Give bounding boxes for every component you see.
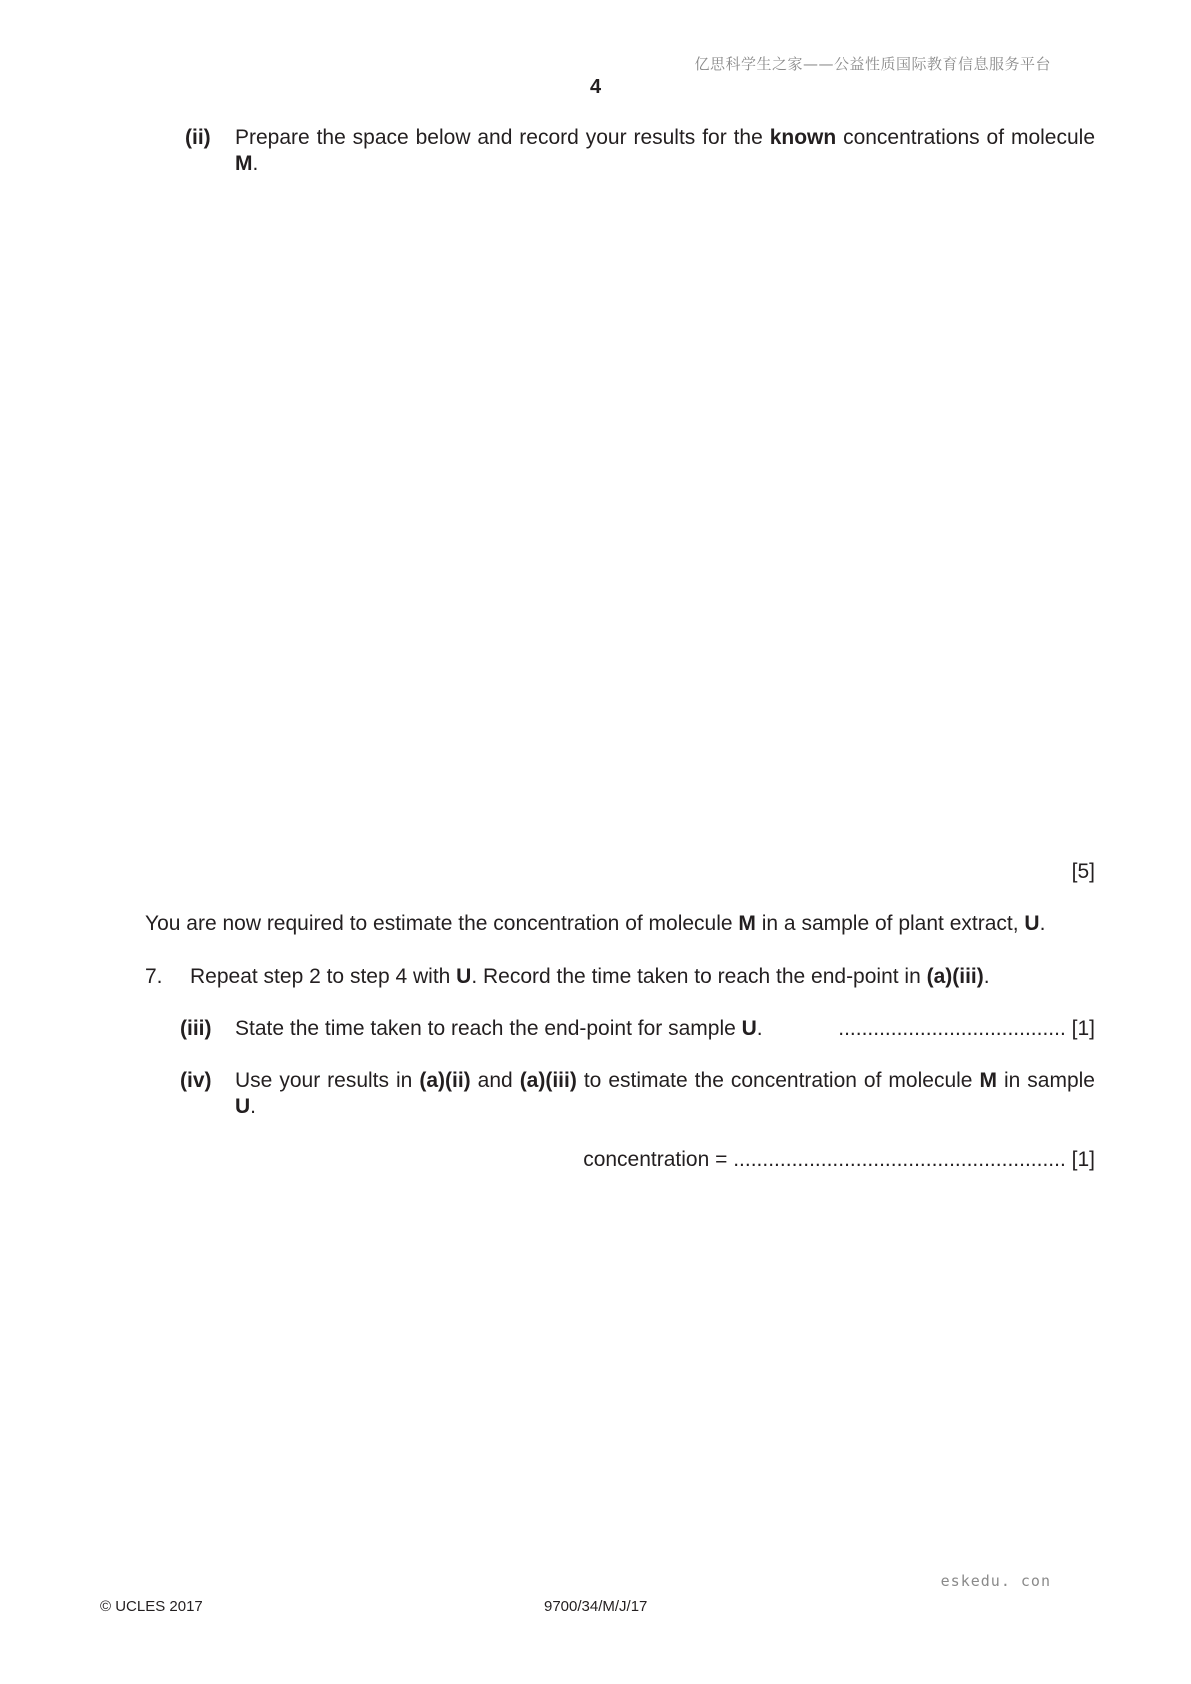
- question-text-iv: Use your results in (a)(ii) and (a)(iii) to estimate the concentration of molecule M in sample U.: [235, 1069, 1095, 1118]
- step-number-7: 7.: [145, 965, 163, 988]
- marks-ii: [5]: [1071, 860, 1095, 883]
- answer-label-iv: concentration =: [583, 1148, 734, 1171]
- answer-dots-iv[interactable]: .........................................................: [733, 1148, 1066, 1171]
- answer-line-iii[interactable]: [838, 1016, 1095, 1042]
- footer-watermark: eskedu. con: [940, 1572, 1051, 1590]
- marks-iv: [1]: [1071, 1148, 1095, 1171]
- watermark-text: 亿思科学生之家——公益性质国际教育信息服务平台: [694, 55, 1051, 73]
- page-number: 4: [589, 76, 602, 98]
- intro-text: You are now required to estimate the concentration of molecule M in a sample of plant extract, U.: [145, 912, 1046, 935]
- question-text-iii: State the time taken to reach the end-point for sample U.: [235, 1017, 763, 1040]
- answer-dots-iii[interactable]: .......................................: [838, 1017, 1066, 1040]
- step-text-7: Repeat step 2 to step 4 with U. Record the time taken to reach the end-point in (a)(iii).: [190, 965, 990, 988]
- question-label-iii: (iii): [180, 1017, 212, 1040]
- footer-paper-code: 9700/34/M/J/17: [544, 1598, 648, 1615]
- answer-line-iv[interactable]: [583, 1147, 1095, 1173]
- footer-copyright: © UCLES 2017: [100, 1598, 203, 1615]
- answer-space[interactable]: [235, 185, 1095, 845]
- question-text-ii: Prepare the space below and record your results for the known concentrations of molecule M.: [235, 126, 1095, 175]
- question-label-iv: (iv): [180, 1069, 212, 1092]
- question-label-ii: (ii): [185, 126, 211, 149]
- marks-iii: [1]: [1071, 1017, 1095, 1040]
